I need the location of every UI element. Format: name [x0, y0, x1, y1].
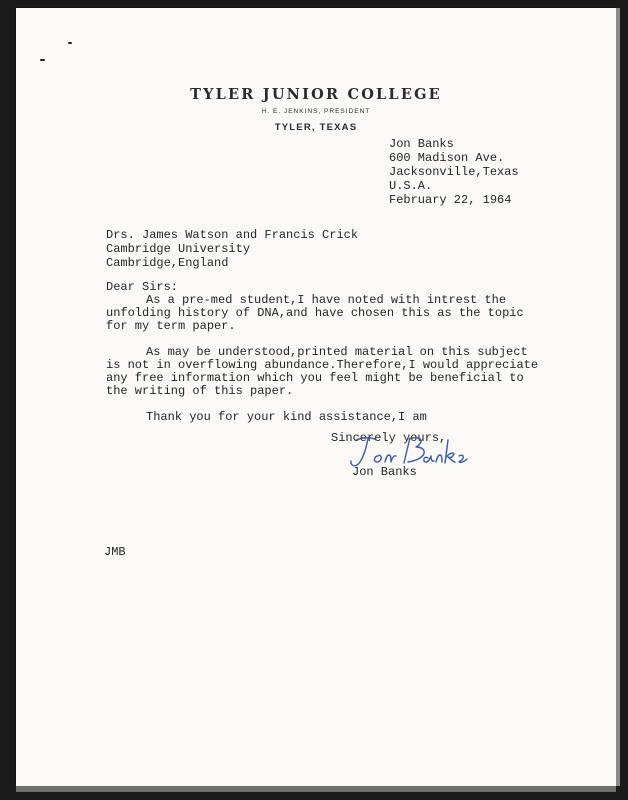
- recipient-address: [106, 228, 358, 270]
- sender-line: Jacksonville,Texas: [389, 165, 519, 179]
- letter-page: [16, 8, 616, 786]
- letterhead-city: TYLER, TEXAS: [274, 122, 358, 133]
- sender-line: Jon Banks: [389, 137, 454, 151]
- paragraph-2-line: is not in overflowing abundance.Therefore,I would appreciate: [106, 358, 539, 372]
- thanks-line: Thank you for your kind assistance,I am: [146, 410, 427, 424]
- paragraph-2-line: As may be understood,printed material on this subject: [146, 345, 528, 359]
- page-edge-right: [616, 8, 620, 786]
- paragraph-1-line: As a pre-med student,I have noted with intrest the: [146, 293, 507, 307]
- paragraph-2-line: the writing of this paper.: [106, 384, 294, 398]
- signer-name: Jon Banks: [352, 465, 417, 479]
- sender-line: 600 Madison Ave.: [389, 151, 505, 165]
- recipient-line: Cambridge University: [106, 242, 251, 256]
- letterhead-president: H. E. JENKINS, PRESIDENT: [261, 108, 371, 115]
- sender-address: [389, 137, 519, 207]
- typist-initials: JMB: [104, 545, 126, 559]
- salutation: Dear Sirs:: [106, 280, 179, 294]
- recipient-line: Cambridge,England: [106, 256, 229, 270]
- ink-speck: [40, 59, 45, 61]
- ink-speck: [68, 42, 72, 44]
- recipient-line: Drs. James Watson and Francis Crick: [106, 228, 359, 242]
- paragraph-2-line: any free information which you feel might be beneficial to: [106, 371, 524, 385]
- letter-date: February 22, 1964: [389, 193, 512, 207]
- closing: Sincerely yours,: [331, 431, 447, 445]
- letterhead-institution: TYLER JUNIOR COLLEGE: [190, 86, 442, 103]
- paragraph-1-line: unfolding history of DNA,and have chosen this as the topic: [106, 306, 524, 320]
- page-edge-bottom: [16, 786, 616, 792]
- paragraph-1-line: for my term paper.: [106, 319, 236, 333]
- sender-line: U.S.A.: [389, 179, 433, 193]
